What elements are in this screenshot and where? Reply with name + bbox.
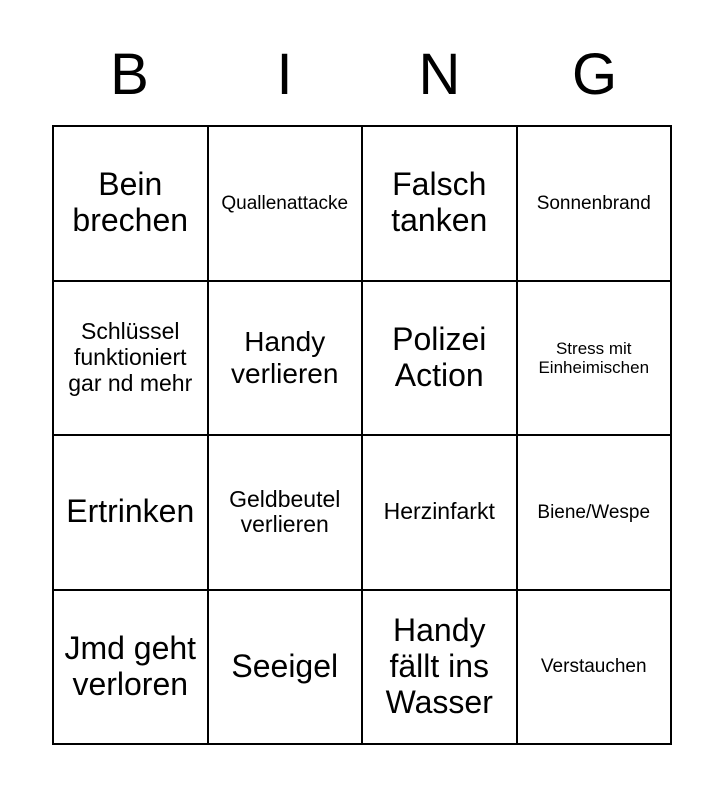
bingo-cell[interactable] <box>209 127 364 282</box>
bingo-cell-label: Falsch tanken <box>391 166 488 239</box>
bingo-header <box>52 40 672 110</box>
bingo-cell-label: Verstauchen <box>540 656 647 678</box>
bingo-cell[interactable] <box>363 127 518 282</box>
bingo-cell[interactable] <box>518 127 673 282</box>
bingo-letter-n: N <box>418 42 461 107</box>
bingo-cell[interactable] <box>363 282 518 437</box>
bingo-cell-label: Jmd geht verloren <box>64 629 197 702</box>
bingo-grid <box>52 125 672 745</box>
bingo-cell[interactable] <box>209 591 364 746</box>
bingo-cell-label: Seeigel <box>231 647 339 684</box>
bingo-cell-label: Herzinfarkt <box>383 498 495 525</box>
bingo-letter-b: B <box>110 42 149 107</box>
bingo-cell-label: Quallenattacke <box>221 192 349 214</box>
bingo-letter-g: G <box>571 42 618 107</box>
bingo-cell[interactable] <box>363 436 518 591</box>
bingo-letter-i: I <box>276 42 293 107</box>
bingo-cell[interactable] <box>54 282 209 437</box>
bingo-cell-label: Ertrinken <box>66 493 195 530</box>
bingo-cell[interactable] <box>363 591 518 746</box>
bingo-cell[interactable] <box>54 591 209 746</box>
bingo-cell-label: Handy fällt ins Wasser <box>385 612 493 720</box>
bingo-cell[interactable] <box>518 591 673 746</box>
bingo-cell-label: Schlüssel funktioniert gar nd mehr <box>68 318 193 396</box>
bingo-cell-label: Biene/Wespe <box>537 501 651 523</box>
bingo-cell[interactable] <box>209 436 364 591</box>
bingo-cell[interactable] <box>54 127 209 282</box>
bingo-cell-label: Bein brechen <box>72 166 189 239</box>
bingo-cell[interactable] <box>209 282 364 437</box>
bingo-cell-label: Sonnenbrand <box>536 192 651 214</box>
bingo-cell[interactable] <box>54 436 209 591</box>
bingo-cell-label: Stress mit Einheimischen <box>538 338 650 377</box>
bingo-cell-label: Handy verlieren <box>231 326 339 389</box>
bingo-cell[interactable] <box>518 282 673 437</box>
bingo-cell-label: Polizei Action <box>392 320 487 393</box>
bingo-cell-label: Geldbeutel verlieren <box>229 485 341 538</box>
bingo-cell[interactable] <box>518 436 673 591</box>
